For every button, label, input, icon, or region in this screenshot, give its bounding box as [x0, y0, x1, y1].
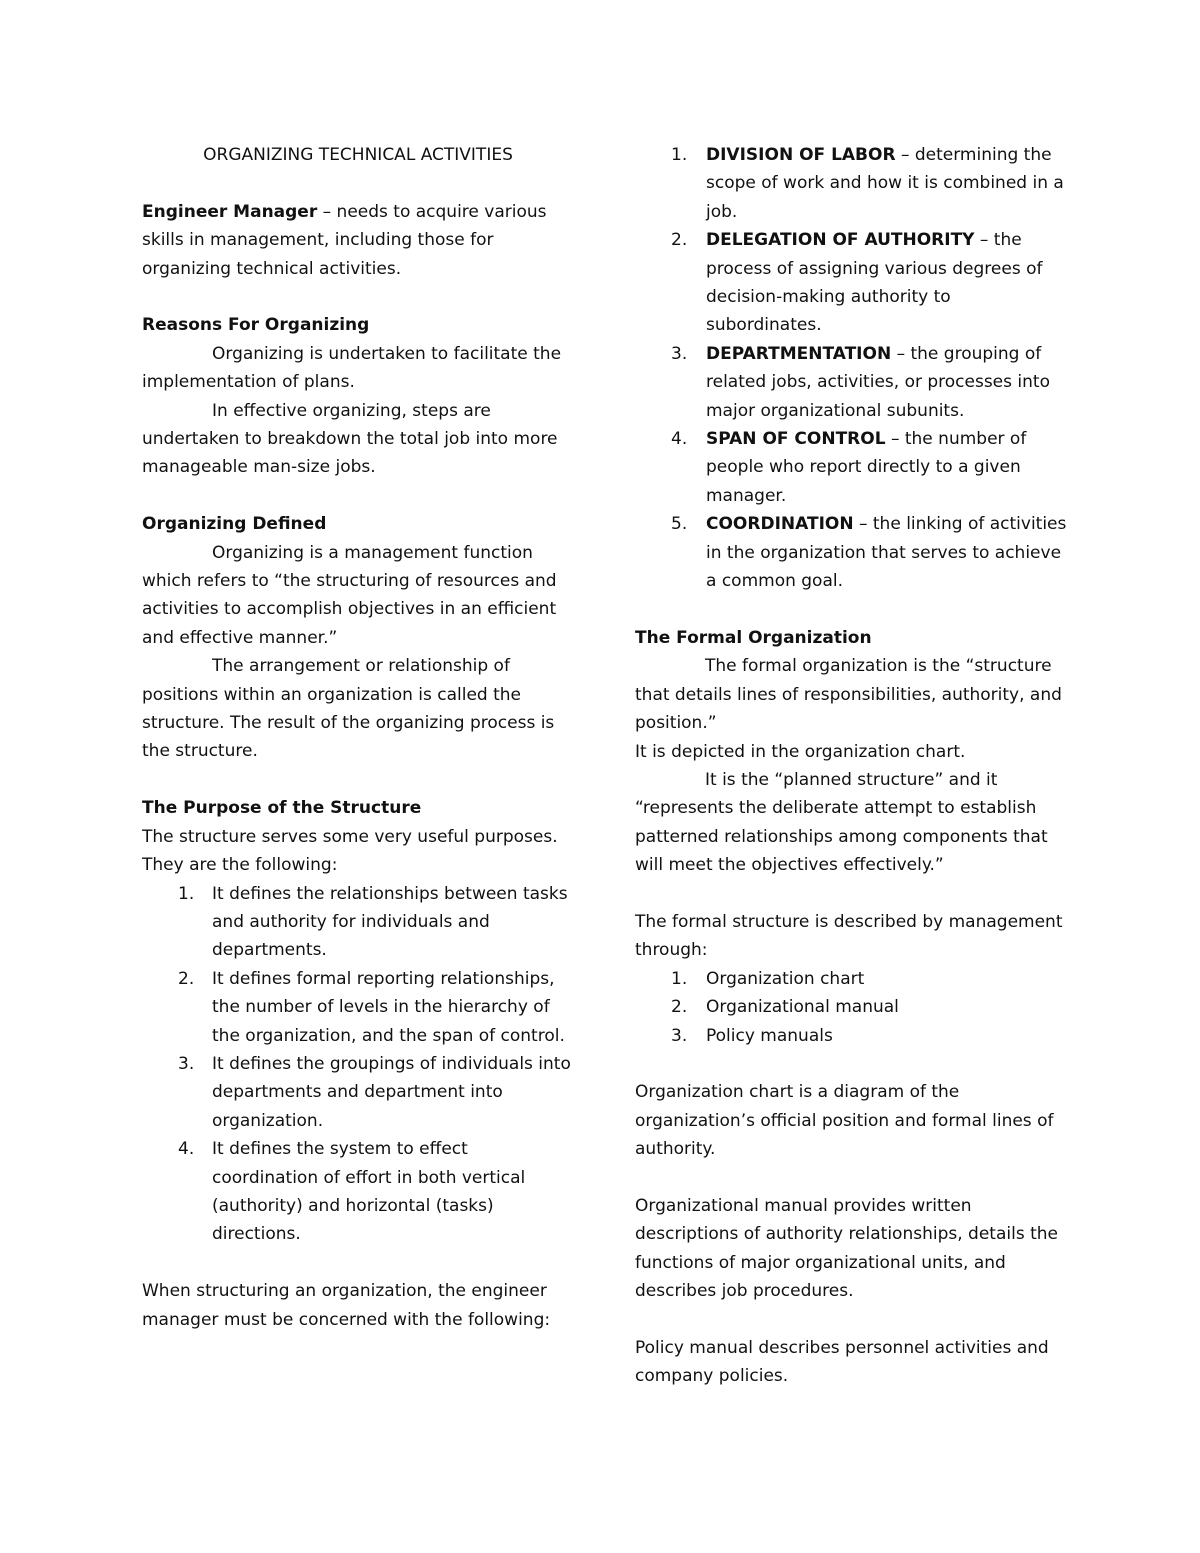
spacer [635, 596, 1067, 624]
spacer [635, 880, 1067, 908]
formal-organization-paragraph-2: It is the “planned structure” and it “represents the deliberate attempt to establish patterned relationships among components that will meet the objectives effectively.” [635, 769, 1048, 876]
list-number: 5. [671, 514, 688, 535]
document-title: ORGANIZING TECHNICAL ACTIVITIES [203, 145, 513, 165]
concern-term: DELEGATION OF AUTHORITY [706, 230, 975, 251]
organizing-defined-paragraph-2: The arrangement or relationship of positions within an organization is called the structure. The result of the organizing process is the structure. [142, 656, 555, 762]
spacer [142, 169, 574, 197]
formal-organization-paragraph-1: The formal organization is the “structure that details lines of responsibilities, authority, and position.” [635, 656, 1062, 734]
policy-manual-description: Policy manual describes personnel activities and company policies. [635, 1337, 1049, 1387]
list-text: It defines the system to effect coordination of effort in both vertical (authority) and horizontal (tasks) directions. [212, 1139, 526, 1245]
concern-text: – the linking of activities in the organization that serves to achieve a common goal. [706, 514, 1067, 592]
list-text: It defines the groupings of individuals into departments and department into organization. [212, 1053, 571, 1131]
concern-term: COORDINATION [706, 514, 854, 535]
list-item [142, 1135, 574, 1249]
formal-organization-heading: The Formal Organization [635, 627, 872, 648]
list-number: 4. [671, 429, 688, 450]
list-item [635, 226, 1067, 340]
right-column [635, 141, 1067, 1391]
concern-term: DIVISION OF LABOR [706, 145, 896, 165]
list-number: 3. [671, 343, 688, 364]
list-item [142, 1050, 574, 1135]
list-item [635, 510, 1067, 595]
formal-organization-chart-note: It is depicted in the organization chart. [635, 741, 966, 762]
concern-term: SPAN OF CONTROL [706, 429, 886, 450]
concern-text: – the grouping of related jobs, activities, or processes into major organizational subunits. [706, 343, 1050, 421]
concerns-list [635, 141, 1067, 596]
list-number: 1. [671, 145, 688, 165]
list-number: 2. [178, 968, 195, 989]
engineer-manager-paragraph [142, 198, 574, 283]
spacer [142, 283, 574, 311]
purpose-list [142, 880, 574, 1249]
list-item [142, 965, 574, 1050]
list-number: 4. [178, 1139, 195, 1160]
purpose-intro: The structure serves some very useful purposes. They are the following: [142, 826, 558, 876]
list-item [635, 993, 1067, 1021]
formal-structure-intro: The formal structure is described by management through: [635, 911, 1063, 961]
organizing-defined-heading: Organizing Defined [142, 514, 327, 535]
organizing-defined-paragraph-1: Organizing is a management function which refers to “the structuring of resources and activities to accomplish objectives in an efficient and effective manner.” [142, 542, 557, 648]
concern-text: – determining the scope of work and how it is combined in a job. [706, 145, 1064, 222]
organizational-manual-description: Organizational manual provides written descriptions of authority relationships, details the functions of major organizational units, and describes job procedures. [635, 1195, 1058, 1302]
list-number: 2. [671, 997, 688, 1018]
spacer [142, 1249, 574, 1277]
left-column [142, 141, 574, 1334]
concern-text: – the process of assigning various degrees of decision-making authority to subordinates. [706, 230, 1043, 336]
list-item [635, 425, 1067, 510]
list-text: Organization chart [706, 968, 865, 989]
formal-structure-list [635, 965, 1067, 1050]
organization-chart-description: Organization chart is a diagram of the organization’s official position and formal lines of authority. [635, 1082, 1054, 1160]
list-item [142, 880, 574, 965]
list-item [635, 340, 1067, 425]
list-item [635, 141, 1067, 226]
purpose-heading: The Purpose of the Structure [142, 798, 422, 819]
spacer [635, 1050, 1067, 1078]
list-number: 3. [671, 1025, 688, 1046]
spacer [142, 482, 574, 510]
list-number: 1. [178, 883, 195, 904]
list-number: 1. [671, 968, 688, 989]
engineer-manager-term: Engineer Manager [142, 201, 318, 222]
list-item [635, 1022, 1067, 1050]
reasons-paragraph-1: Organizing is undertaken to facilitate the implementation of plans. [142, 343, 562, 393]
list-item [635, 965, 1067, 993]
list-number: 2. [671, 230, 688, 251]
list-text: It defines formal reporting relationships, the number of levels in the hierarchy of the organization, and the span of control. [212, 968, 565, 1046]
list-number: 3. [178, 1053, 195, 1074]
spacer [142, 766, 574, 794]
reasons-heading: Reasons For Organizing [142, 315, 370, 336]
concern-text: – the number of people who report directly to a given manager. [706, 429, 1027, 506]
list-text: It defines the relationships between tasks and authority for individuals and departments. [212, 883, 568, 961]
spacer [635, 1164, 1067, 1192]
list-text: Organizational manual [706, 997, 899, 1018]
engineer-manager-definition: – needs to acquire various skills in management, including those for organizing technical activities. [142, 201, 547, 279]
list-text: Policy manuals [706, 1025, 833, 1046]
spacer [635, 1306, 1067, 1334]
reasons-paragraph-2: In effective organizing, steps are undertaken to breakdown the total job into more manageable man-size jobs. [142, 400, 558, 478]
purpose-closing: When structuring an organization, the engineer manager must be concerned with the following: [142, 1281, 551, 1330]
concern-term: DEPARTMENTATION [706, 343, 892, 364]
